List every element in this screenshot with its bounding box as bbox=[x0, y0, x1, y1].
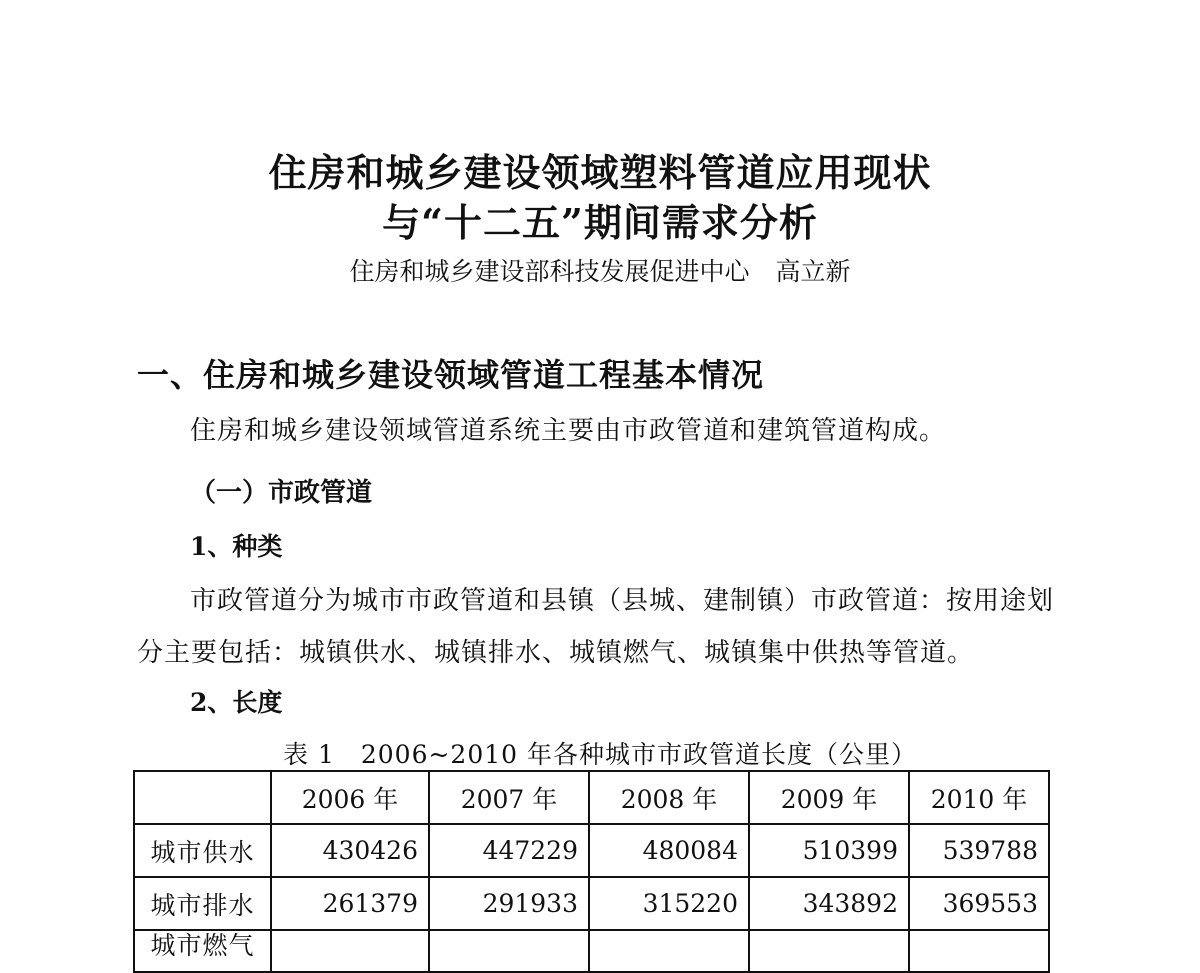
table-row-label: 城市排水 bbox=[134, 877, 271, 930]
table-cell bbox=[429, 930, 589, 972]
table-cell: 539788 bbox=[909, 824, 1049, 877]
table-cell: 510399 bbox=[749, 824, 909, 877]
table-row-label: 城市供水 bbox=[134, 824, 271, 877]
section-heading: 一、住房和城乡建设领域管道工程基本情况 bbox=[137, 356, 765, 394]
table-cell bbox=[749, 930, 909, 972]
table-header-cell: 2009 年 bbox=[749, 771, 909, 824]
table-cell: 261379 bbox=[271, 877, 429, 930]
table-header-cell: 2008 年 bbox=[589, 771, 749, 824]
table-cell: 291933 bbox=[429, 877, 589, 930]
table-caption: 表 1 2006~2010 年各种城市市政管道长度（公里） bbox=[283, 740, 917, 769]
table-row-partial bbox=[134, 930, 1049, 972]
table-cell: 430426 bbox=[271, 824, 429, 877]
table-header-cell bbox=[134, 771, 271, 824]
document-title-line1: 住房和城乡建设领域塑料管道应用现状 bbox=[268, 150, 932, 195]
table-header-cell: 2010 年 bbox=[909, 771, 1049, 824]
table-header-cell: 2007 年 bbox=[429, 771, 589, 824]
table-cell: 480084 bbox=[589, 824, 749, 877]
pipeline-length-table bbox=[133, 770, 1050, 973]
section-intro-paragraph: 住房和城乡建设领域管道系统主要由市政管道和建筑管道构成。 bbox=[190, 416, 947, 446]
partial-row-label: 城市燃气 bbox=[150, 931, 255, 960]
subsection-heading: （一）市政管道 bbox=[190, 478, 373, 508]
table-cell: 369553 bbox=[909, 877, 1049, 930]
author-organization: 住房和城乡建设部科技发展促进中心 bbox=[349, 257, 750, 286]
table-header-cell: 2006 年 bbox=[271, 771, 429, 824]
table-row-label bbox=[134, 930, 271, 972]
document-title-line2: 与“十二五”期间需求分析 bbox=[382, 200, 818, 245]
table-cell bbox=[271, 930, 429, 972]
table-row bbox=[134, 824, 1049, 877]
table-row bbox=[134, 877, 1049, 930]
item-heading-types: 1、种类 bbox=[190, 532, 283, 561]
types-paragraph-line2: 分主要包括：城镇供水、城镇排水、城镇燃气、城镇集中供热等管道。 bbox=[137, 638, 975, 668]
table-cell bbox=[589, 930, 749, 972]
table-header-row bbox=[134, 771, 1049, 824]
table-cell: 315220 bbox=[589, 877, 749, 930]
author-name: 高立新 bbox=[775, 257, 851, 286]
table-cell: 447229 bbox=[429, 824, 589, 877]
table-cell bbox=[909, 930, 1049, 972]
table-cell: 343892 bbox=[749, 877, 909, 930]
types-paragraph-line1: 市政管道分为城市市政管道和县镇（县城、建制镇）市政管道：按用途划 bbox=[190, 586, 1055, 616]
item-heading-length: 2、长度 bbox=[190, 688, 283, 717]
author-line bbox=[0, 252, 1200, 288]
